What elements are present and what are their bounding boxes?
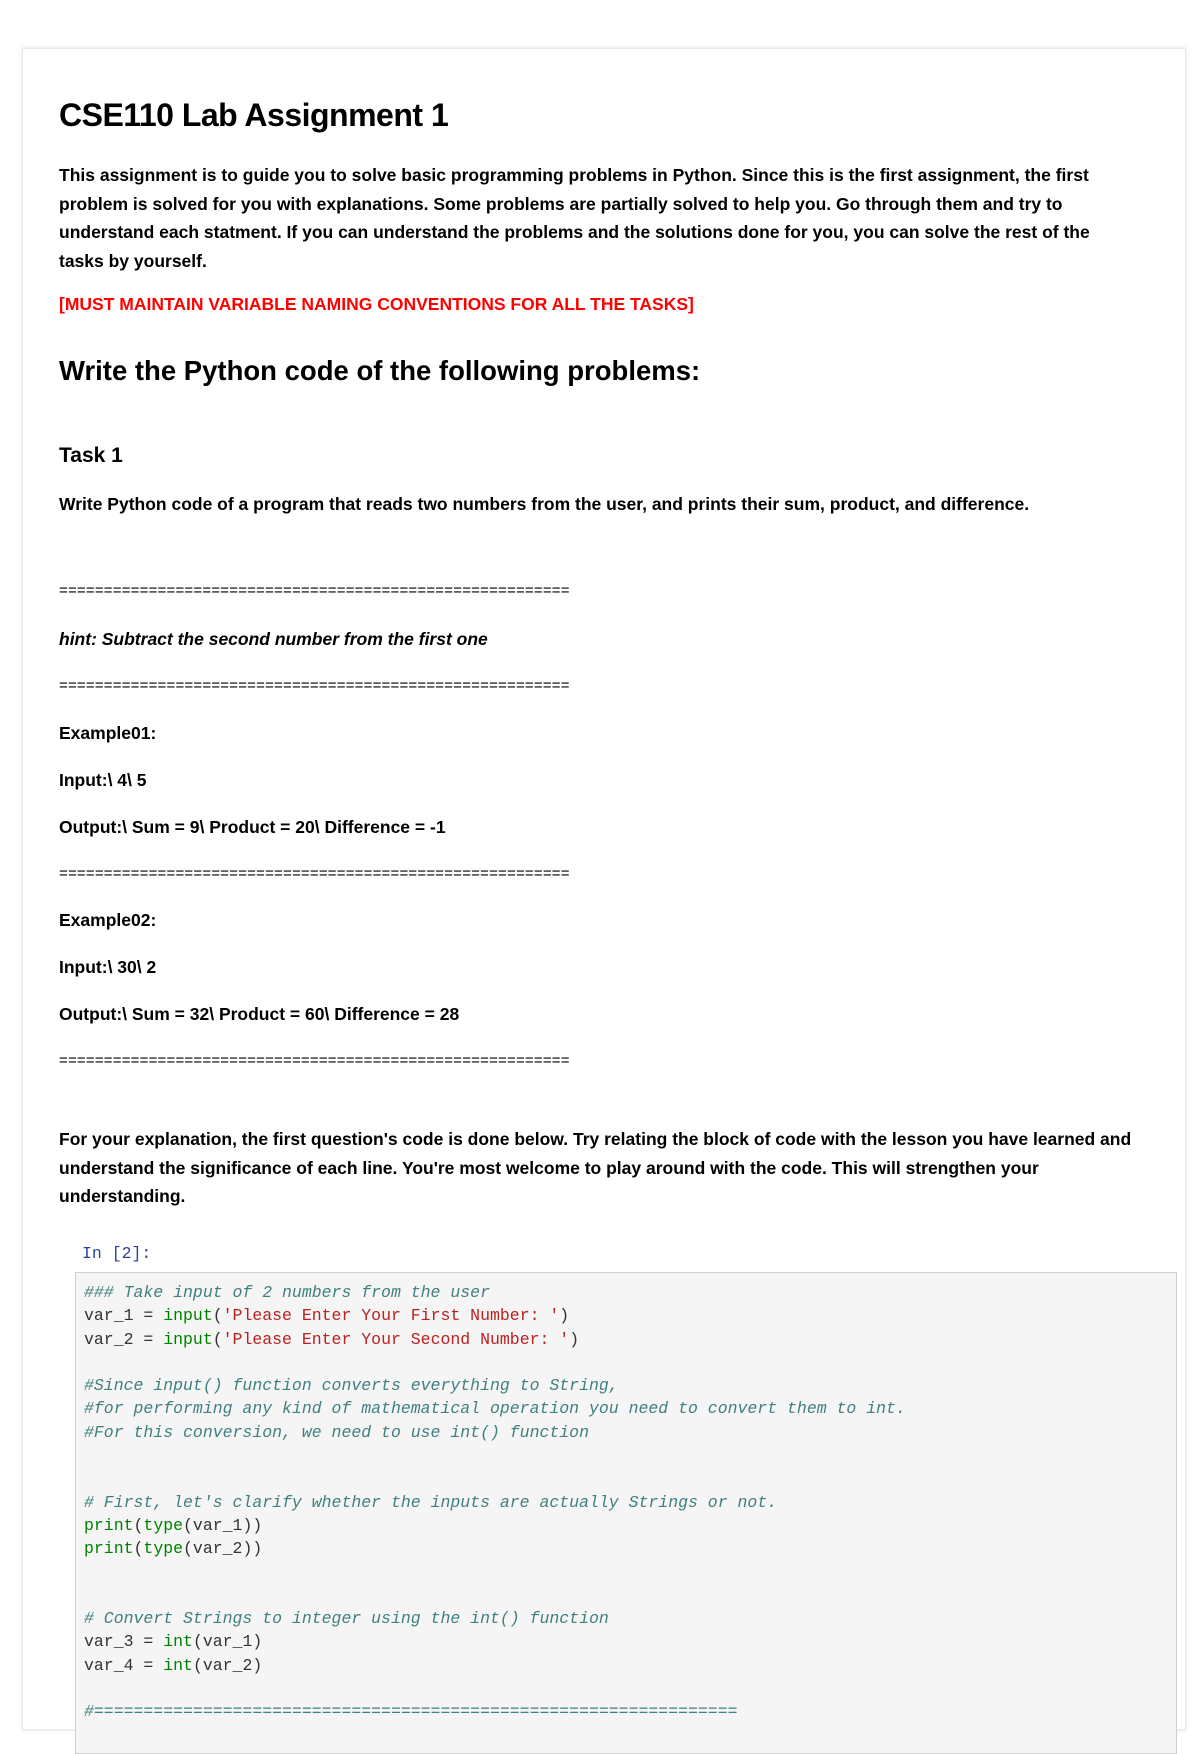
hint-text: hint: Subtract the second number from the first one — [59, 629, 488, 649]
code-token: # First, let's clarify whether the inputs are actually Strings or not. — [84, 1492, 778, 1512]
code-line — [84, 1491, 906, 1514]
code-line — [84, 1328, 906, 1351]
code-token: ) — [569, 1329, 580, 1349]
code-token: var_4 = — [84, 1655, 164, 1675]
example2-input: Input:\ 30\ 2 — [59, 957, 157, 977]
notebook-page — [22, 48, 1186, 1730]
intro-paragraph: This assignment is to guide you to solve basic programming problems in Python. Since this is the first assignment, the first problem is solved for you with explanations. Some problems are partially solved to help you. Go through them and try to understand each statment. If you can understand the problems and the solutions done for you, you can solve the rest of the tasks by yourself. — [59, 165, 1090, 271]
separator-4: ========================================================= — [59, 1052, 570, 1069]
code-token: print — [84, 1539, 134, 1559]
code-line — [84, 1654, 906, 1677]
example2-label: Example02: — [59, 910, 157, 930]
code-token: int — [163, 1632, 193, 1652]
code-line — [84, 1304, 906, 1327]
separator-1: ========================================================= — [59, 582, 570, 599]
separator-3: ========================================================= — [59, 865, 570, 882]
code-token: #For this conversion, we need to use int() function — [84, 1422, 589, 1442]
code-token: int — [163, 1655, 193, 1675]
code-token: ### Take input of 2 numbers from the user — [84, 1283, 490, 1302]
code-token: type — [143, 1539, 184, 1559]
code-token: var_1 = — [84, 1306, 164, 1326]
cell-prompt: In [2]: — [82, 1244, 152, 1263]
code-line — [84, 1351, 906, 1374]
code-token: input — [163, 1306, 213, 1326]
code-cell[interactable] — [75, 1272, 1177, 1754]
example1-label: Example01: — [59, 723, 157, 743]
section-heading: Write the Python code of the following problems: — [59, 355, 701, 386]
code-line — [84, 1537, 906, 1560]
code-token: ( — [133, 1539, 144, 1559]
explanation-paragraph: For your explanation, the first question's code is done below. Try relating the block of code with the lesson you have learned and understand the significance of each line. You're most welcome to play around with the code. This will strengthen your understanding. — [59, 1129, 1132, 1206]
code-token: print — [84, 1515, 134, 1535]
code-token: 'Please Enter Your Second Number: ' — [222, 1329, 570, 1349]
code-line — [84, 1421, 906, 1444]
code-token: ( — [133, 1515, 144, 1535]
code-token: ) — [559, 1306, 570, 1326]
code-line — [84, 1584, 906, 1607]
code-token: (var_1) — [192, 1632, 263, 1652]
code-token: #================================================================= — [84, 1702, 738, 1722]
code-token: #Since input() function converts everything to String, — [84, 1376, 619, 1396]
separator-2: ========================================================= — [59, 677, 570, 694]
code-line — [84, 1281, 906, 1304]
code-line — [84, 1607, 906, 1630]
task-heading: Task 1 — [59, 444, 123, 467]
example1-input: Input:\ 4\ 5 — [59, 770, 147, 790]
code-token: (var_2)) — [183, 1539, 263, 1559]
code-line — [84, 1374, 906, 1397]
code-line — [84, 1397, 906, 1420]
example1-output: Output:\ Sum = 9\ Product = 20\ Difference = -1 — [59, 817, 446, 837]
code-token: (var_1)) — [183, 1515, 263, 1535]
code-line — [84, 1467, 906, 1490]
code-token: 'Please Enter Your First Number: ' — [222, 1306, 560, 1326]
task-description: Write Python code of a program that reads two numbers from the user, and prints their sum, product, and difference. — [59, 494, 1030, 514]
code-token: ( — [212, 1306, 223, 1326]
code-token: var_3 = — [84, 1632, 164, 1652]
code-line — [84, 1561, 906, 1584]
code-line — [84, 1630, 906, 1653]
code-token: #for performing any kind of mathematical operation you need to convert them to int. — [84, 1399, 906, 1419]
code-line — [84, 1700, 906, 1723]
code-line — [84, 1444, 906, 1467]
code-line — [84, 1677, 906, 1700]
code-line — [84, 1514, 906, 1537]
naming-warning: [MUST MAINTAIN VARIABLE NAMING CONVENTIONS FOR ALL THE TASKS] — [59, 294, 694, 314]
code-token: input — [163, 1329, 213, 1349]
code-editor[interactable] — [84, 1281, 906, 1724]
code-token: ( — [212, 1329, 223, 1349]
code-token: type — [143, 1515, 184, 1535]
example2-output: Output:\ Sum = 32\ Product = 60\ Difference = 28 — [59, 1004, 460, 1024]
page-title: CSE110 Lab Assignment 1 — [59, 97, 449, 133]
code-token: (var_2) — [192, 1655, 263, 1675]
code-token: var_2 = — [84, 1329, 164, 1349]
code-token: # Convert Strings to integer using the int() function — [84, 1609, 609, 1629]
